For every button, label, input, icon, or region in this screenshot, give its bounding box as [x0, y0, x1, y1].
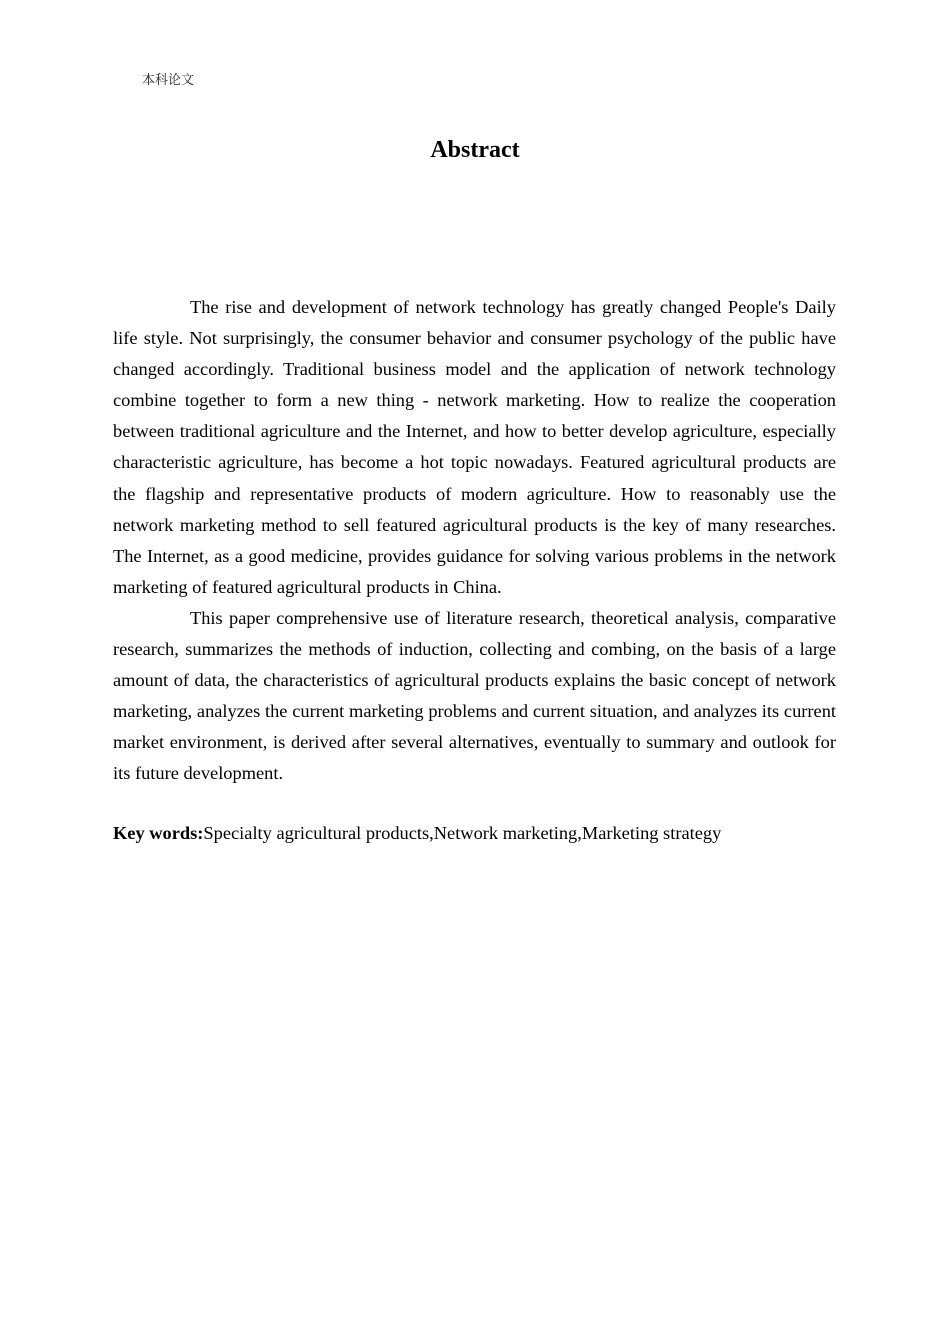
keywords-label: Key words: [113, 823, 204, 843]
running-header: 本科论文 [142, 73, 195, 88]
abstract-paragraph-1: The rise and development of network technology has greatly changed People's Daily life style. Not surprisingly, the consumer behavior and consumer psychology of the public have changed accordingly. Traditional business model and the application of network technology combine together to form a new thing - network marketing. How to realize the cooperation between traditional agriculture and the Internet, and how to better develop agriculture, especially characteristic agriculture, has become a hot topic nowadays. Featured agricultural products are the flagship and representative products of modern agriculture. How to reasonably use the network marketing method to sell featured agricultural products is the key of many researches. The Internet, as a good medicine, provides guidance for solving various problems in the network marketing of featured agricultural products in China. [113, 297, 836, 597]
page-title: Abstract [430, 137, 520, 163]
keywords-value: Specialty agricultural products,Network marketing,Marketing strategy [203, 823, 722, 843]
keywords-line [113, 818, 836, 849]
abstract-body [113, 292, 836, 790]
abstract-paragraph-2: This paper comprehensive use of literature research, theoretical analysis, comparative research, summarizes the methods of induction, collecting and combing, on the basis of a large amount of data, the characteristics of agricultural products explains the basic concept of network marketing, analyzes the current marketing problems and current situation, and analyzes its current market environment, is derived after several alternatives, eventually to summary and outlook for its future development. [113, 607, 836, 784]
